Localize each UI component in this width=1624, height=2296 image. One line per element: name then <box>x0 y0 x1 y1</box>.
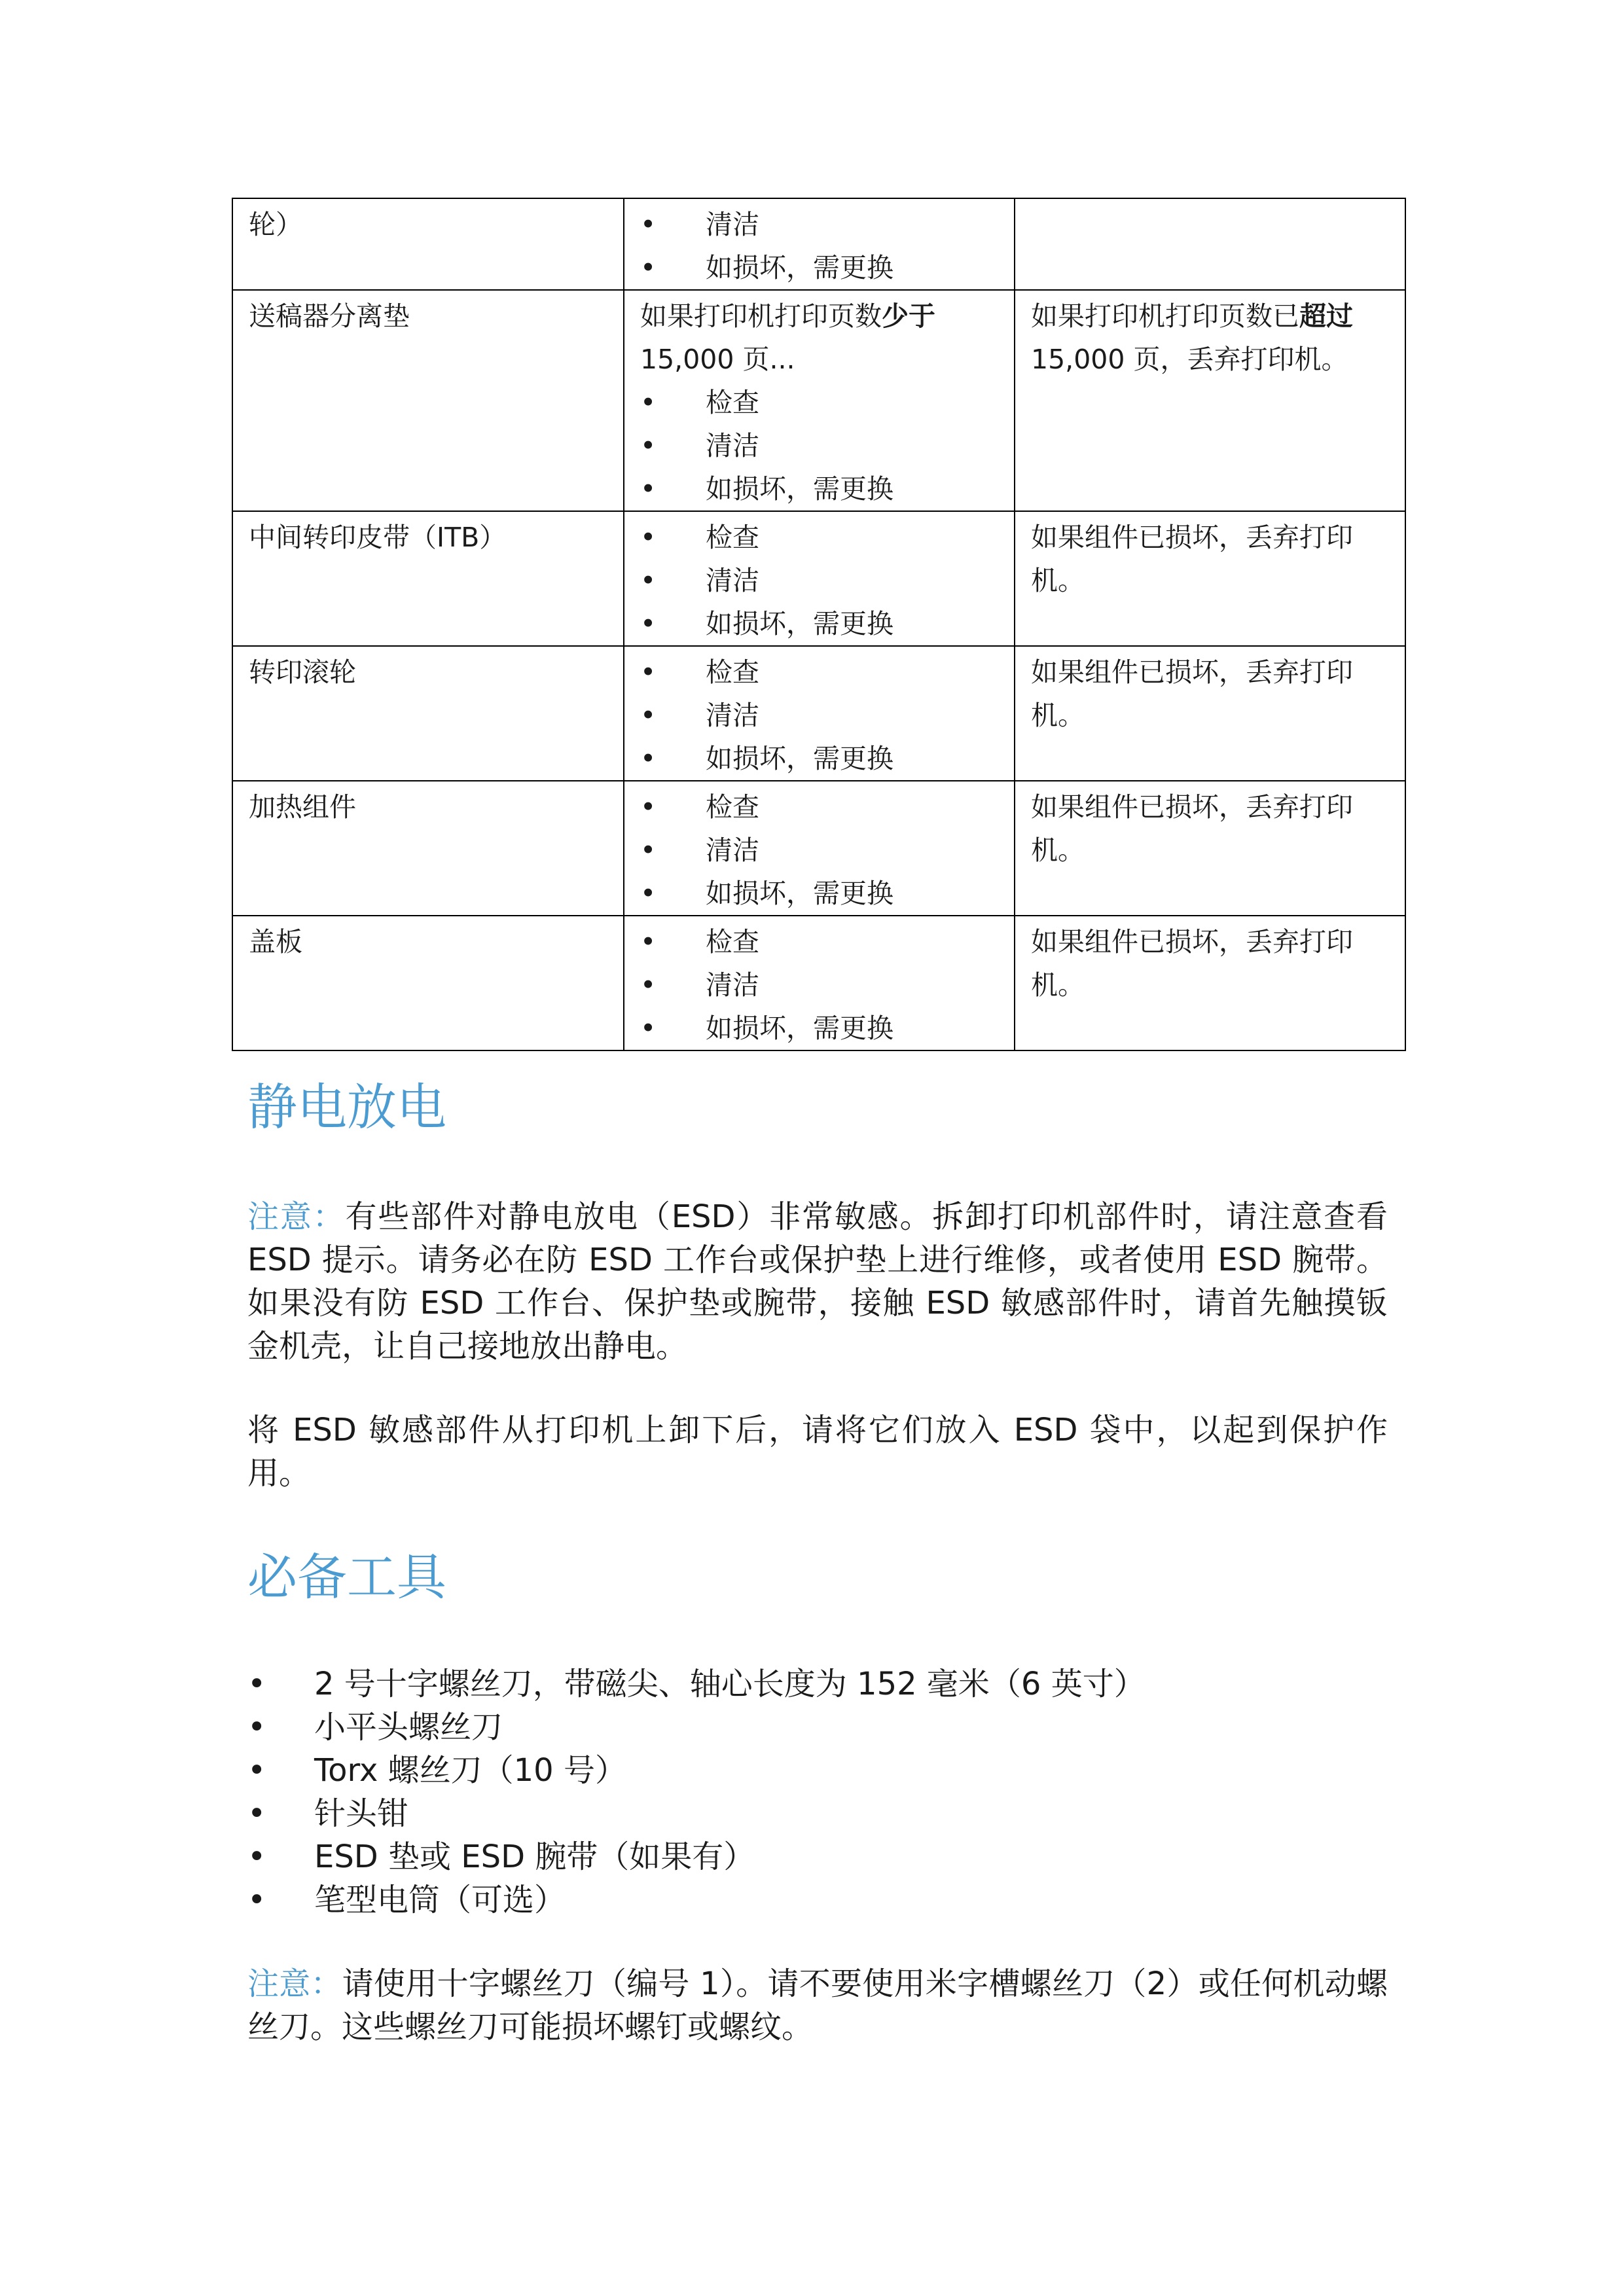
disposal-cell: 如果打印机打印页数已超过 15,000 页，丢弃打印机。 <box>1015 290 1405 511</box>
list-item: • 检查 <box>640 920 998 963</box>
list-item: • 检查 <box>640 785 998 829</box>
bullet-icon: • <box>247 1752 266 1789</box>
bullet-icon: • <box>640 834 657 866</box>
list-item: • 清洁 <box>640 694 998 737</box>
part-name-cell: 加热组件 <box>232 781 624 916</box>
bullet-icon: • <box>640 878 657 909</box>
list-item: • 清洁 <box>640 203 998 246</box>
table-row <box>232 646 1405 781</box>
bullet-icon: • <box>640 969 657 1001</box>
list-item: • 检查 <box>640 651 998 694</box>
bullet-icon: • <box>640 522 657 553</box>
note-text: 请使用十字螺丝刀（编号 1）。请不要使用米字槽螺丝刀（2）或任何机动螺丝刀。这些螺丝刀可能损坏螺钉或螺纹。 <box>247 1965 1388 2045</box>
condition-text: 如果打印机打印页数少于 <box>640 300 935 332</box>
part-name-cell: 轮） <box>232 198 624 290</box>
list-item: • 2 号十字螺丝刀，带磁尖、轴心长度为 152 毫米（6 英寸） <box>247 1662 1146 1706</box>
list-item: • 清洁 <box>640 559 998 602</box>
list-item: • 如损坏，需更换 <box>640 737 998 780</box>
list-item: • ESD 垫或 ESD 腕带（如果有） <box>247 1835 1146 1878</box>
part-name-cell: 送稿器分离垫 <box>232 290 624 511</box>
bullet-icon: • <box>640 608 657 639</box>
esd-heading: 静电放电 <box>247 1078 446 1136</box>
action-list <box>640 651 998 780</box>
tools-list <box>247 1662 1146 1922</box>
list-item: • 检查 <box>640 381 998 424</box>
action-cell <box>624 781 1015 916</box>
list-item: • 笔型电筒（可选） <box>247 1878 1146 1922</box>
list-item: • 针头钳 <box>247 1792 1146 1835</box>
bullet-icon: • <box>640 387 657 418</box>
action-list <box>640 381 998 511</box>
bullet-icon: • <box>247 1839 266 1875</box>
disposal-cell: 如果组件已损坏，丢弃打印机。 <box>1015 916 1405 1050</box>
action-list <box>640 203 998 289</box>
part-name-cell: 中间转印皮带（ITB） <box>232 511 624 646</box>
bullet-icon: • <box>640 791 657 823</box>
action-list <box>640 516 998 645</box>
esd-paragraph: 将 ESD 敏感部件从打印机上卸下后，请将它们放入 ESD 袋中，以起到保护作用。 <box>247 1412 1388 1492</box>
tools-heading: 必备工具 <box>247 1548 446 1606</box>
parts-table <box>232 198 1406 1051</box>
action-cell <box>624 646 1015 781</box>
bullet-icon: • <box>640 209 657 240</box>
disposal-cell: 如果组件已损坏，丢弃打印机。 <box>1015 511 1405 646</box>
bullet-icon: • <box>247 1795 266 1832</box>
list-item: • Torx 螺丝刀（10 号） <box>247 1749 1146 1792</box>
bullet-icon: • <box>247 1882 266 1918</box>
list-item: • 小平头螺丝刀 <box>247 1706 1146 1749</box>
action-cell <box>624 511 1015 646</box>
bullet-icon: • <box>640 700 657 731</box>
table-row <box>232 781 1405 916</box>
bullet-icon: • <box>247 1666 266 1702</box>
bullet-icon: • <box>640 473 657 505</box>
note-text: 有些部件对静电放电（ESD）非常敏感。拆卸打印机部件时，请注意查看 ESD 提示。请务必在防 ESD 工作台或保护垫上进行维修，或者使用 ESD 腕带。如果没有防 ESD 工作台、保护垫或腕带，接触 ESD 敏感部件时，请首先触摸钣金机壳，让自己接地放出静电。 <box>247 1198 1388 1365</box>
note-label: 注意： <box>247 1198 346 1235</box>
action-cell <box>624 916 1015 1050</box>
list-item: • 清洁 <box>640 424 998 467</box>
part-name-cell: 转印滚轮 <box>232 646 624 781</box>
action-cell <box>624 290 1015 511</box>
list-item: • 如损坏，需更换 <box>640 1007 998 1050</box>
disposal-cell: 如果组件已损坏，丢弃打印机。 <box>1015 646 1405 781</box>
action-list <box>640 785 998 915</box>
esd-note <box>247 1195 1388 1368</box>
disposal-cell: 如果组件已损坏，丢弃打印机。 <box>1015 781 1405 916</box>
bullet-icon: • <box>640 252 657 283</box>
tools-note <box>247 1962 1388 2049</box>
list-item: • 如损坏，需更换 <box>640 246 998 289</box>
list-item: • 如损坏，需更换 <box>640 602 998 645</box>
table-row <box>232 290 1405 511</box>
list-item: • 如损坏，需更换 <box>640 467 998 511</box>
table-row <box>232 916 1405 1050</box>
list-item: • 检查 <box>640 516 998 559</box>
bullet-icon: • <box>640 565 657 596</box>
bullet-icon: • <box>640 1013 657 1044</box>
bullet-icon: • <box>640 926 657 958</box>
action-list <box>640 920 998 1050</box>
condition-text-cont: 15,000 页... <box>640 344 795 375</box>
bullet-icon: • <box>640 743 657 774</box>
note-label: 注意： <box>247 1965 342 2002</box>
table-row <box>232 198 1405 290</box>
bullet-icon: • <box>640 430 657 461</box>
action-cell <box>624 198 1015 290</box>
list-item: • 如损坏，需更换 <box>640 872 998 915</box>
bullet-icon: • <box>640 656 657 688</box>
list-item: • 清洁 <box>640 963 998 1007</box>
table-row <box>232 511 1405 646</box>
list-item: • 清洁 <box>640 829 998 872</box>
bullet-icon: • <box>247 1709 266 1746</box>
disposal-cell <box>1015 198 1405 290</box>
part-name-cell: 盖板 <box>232 916 624 1050</box>
